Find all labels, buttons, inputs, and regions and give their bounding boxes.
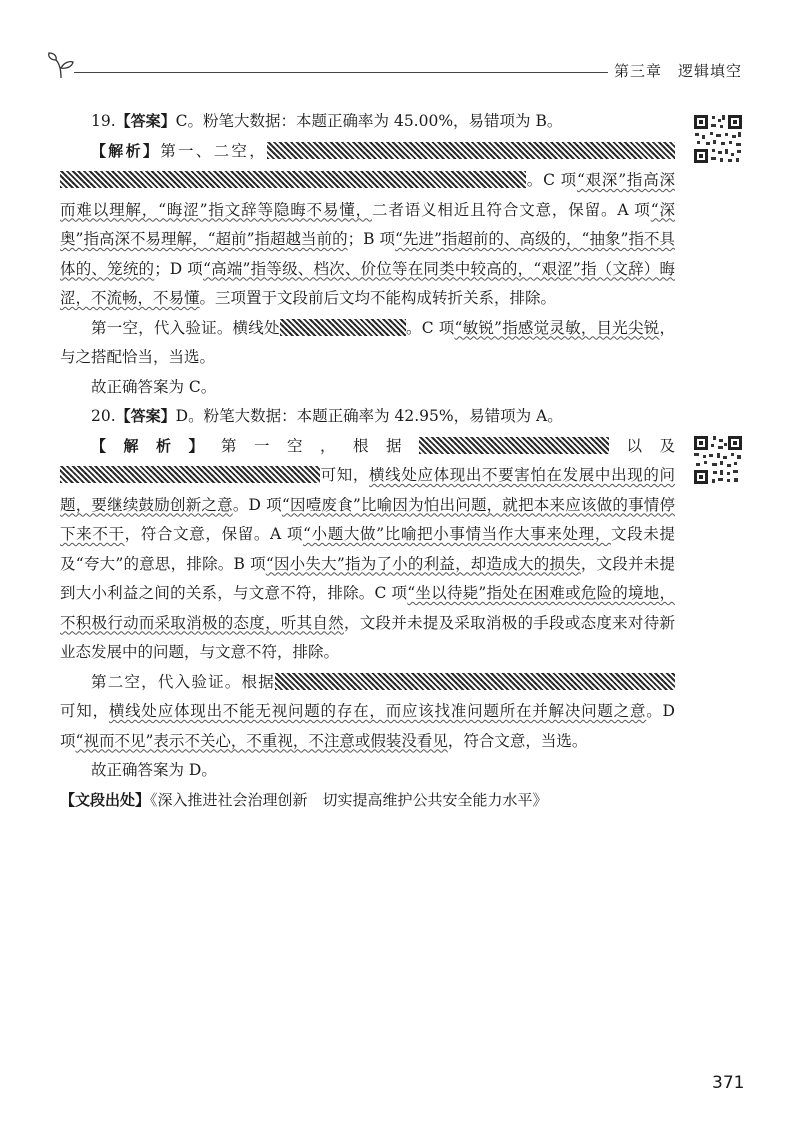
text-run: 第二空，代入验证。根据 <box>91 672 275 691</box>
text-run: 。三项置于文段前后文均不能构成转折关系，排除。 <box>199 289 557 307</box>
header-rule <box>74 72 639 73</box>
source-title: 《深入推进社会治理创新 切实提高维护公共安全能力水平》 <box>150 790 548 809</box>
answer-label: 【答案】 <box>115 407 176 425</box>
text-run: ，符合文意，保留。A 项 <box>124 525 303 543</box>
underlined-text: “视而不见”表示不关心，不重视，不注意或假装没看见 <box>75 731 448 750</box>
underlined-text: “敏锐”指感觉灵敏，目光尖锐 <box>454 318 660 337</box>
text-run: 。C 项 <box>405 318 455 337</box>
text-run: 以及 <box>608 436 675 455</box>
q20-answer-line <box>60 402 675 432</box>
page-header <box>42 52 758 92</box>
underlined-text: “高端”指等级、档次、价位等在同类中较高的，“艰涩”指（文辞）晦涩，不流畅，不易懂 <box>60 259 675 307</box>
underlined-text: 横线处应体现出不要害怕在发展中出现的问题，要继续鼓励创新之意 <box>60 466 675 514</box>
text-run: ；B 项 <box>347 230 395 248</box>
text-run: 。C 项 <box>526 171 577 189</box>
page-number: 371 <box>712 1073 745 1093</box>
q20-conclusion: 故正确答案为 D。 <box>91 761 217 779</box>
text-run: 。D 项 <box>60 702 675 750</box>
text-run: 第一空，代入验证。横线处 <box>91 318 280 337</box>
qr-code-icon[interactable] <box>692 113 744 165</box>
underlined-text: “先进”指超前的、高级的，“抽象”指不具体的、笼统的 <box>60 230 675 278</box>
chapter-number: 第三章 <box>614 62 663 80</box>
q19-analysis-para1 <box>60 137 675 314</box>
analysis-label: 【解析】 <box>91 141 161 160</box>
text-run: ，文段并未提及采取消极的手段或态度来对待新业态发展中的问题，与文意不符，排除。 <box>60 613 675 661</box>
question-number: 20. <box>91 407 116 425</box>
text-run: 。D 项 <box>232 495 282 514</box>
q20-analysis-para1 <box>60 432 675 668</box>
redacted-block <box>419 437 609 454</box>
q19-conclusion: 故正确答案为 C。 <box>91 377 217 396</box>
redacted-block <box>275 673 675 690</box>
answer-text: D。粉笔大数据：本题正确率为 42.95%，易错项为 A。 <box>175 407 563 425</box>
underlined-text: “深奥”指高深不易理解，“超前”指超越当前的 <box>60 200 675 248</box>
text-run: ；D 项 <box>154 259 203 278</box>
underlined-text: “艰深”指高深而难以理解，“晦涩”指文辞等隐晦不易懂， <box>60 171 675 219</box>
qr-code-icon[interactable] <box>692 434 744 486</box>
redacted-block <box>60 171 526 188</box>
q20-analysis-para2 <box>60 668 675 757</box>
answer-label: 【答案】 <box>115 112 176 130</box>
underlined-text: “小题大做”比喻把小事情当作大事来处理， <box>303 525 611 543</box>
underlined-text: “因噎废食”比喻因为怕出问题，就把本来应该做的事情停下来不干 <box>60 495 675 543</box>
chapter-heading <box>608 60 742 81</box>
redacted-block <box>60 466 320 483</box>
text-run: 二者语义相近且符合文意，保留。A 项 <box>372 200 651 219</box>
text-run: 可知， <box>60 702 109 720</box>
source-label: 【文段出处】 <box>60 790 151 809</box>
text-run: ，与之搭配恰当，当选。 <box>60 318 675 366</box>
underlined-text: “因小失大”指为了小的利益，却造成大的损失 <box>265 554 581 573</box>
underlined-text: 横线处应体现出不能无视问题的存在，而应该找准问题所在并解决问题之意 <box>108 702 647 720</box>
text-run: ，文段并未提到大小利益之间的关系，与文意不符，排除。C 项 <box>60 554 675 602</box>
redacted-block <box>267 142 675 159</box>
chapter-title: 逻辑填空 <box>678 62 743 80</box>
sprout-icon <box>46 52 76 80</box>
text-run: 文段未提及“夸大”的意思，排除。B 项 <box>60 525 675 573</box>
q19-analysis-para2 <box>60 314 675 373</box>
redacted-block <box>280 319 406 336</box>
text-run: 可知， <box>320 466 370 484</box>
analysis-label: 【解析】 <box>91 436 221 455</box>
question-number: 19. <box>91 112 116 130</box>
q19-answer-line <box>60 107 675 137</box>
text-run: ，符合文意，当选。 <box>447 731 588 750</box>
text-run: 第一、二空， <box>160 141 267 160</box>
answer-content <box>60 107 675 815</box>
answer-text: C。粉笔大数据：本题正确率为 45.00%，易错项为 B。 <box>175 112 563 130</box>
text-run: 第一空，根据 <box>221 436 419 455</box>
underlined-text: “坐以待毙”指处在困难或危险的境地，不积极行动而采取消极的态度，听其自然 <box>60 584 675 632</box>
source-line <box>60 786 675 816</box>
